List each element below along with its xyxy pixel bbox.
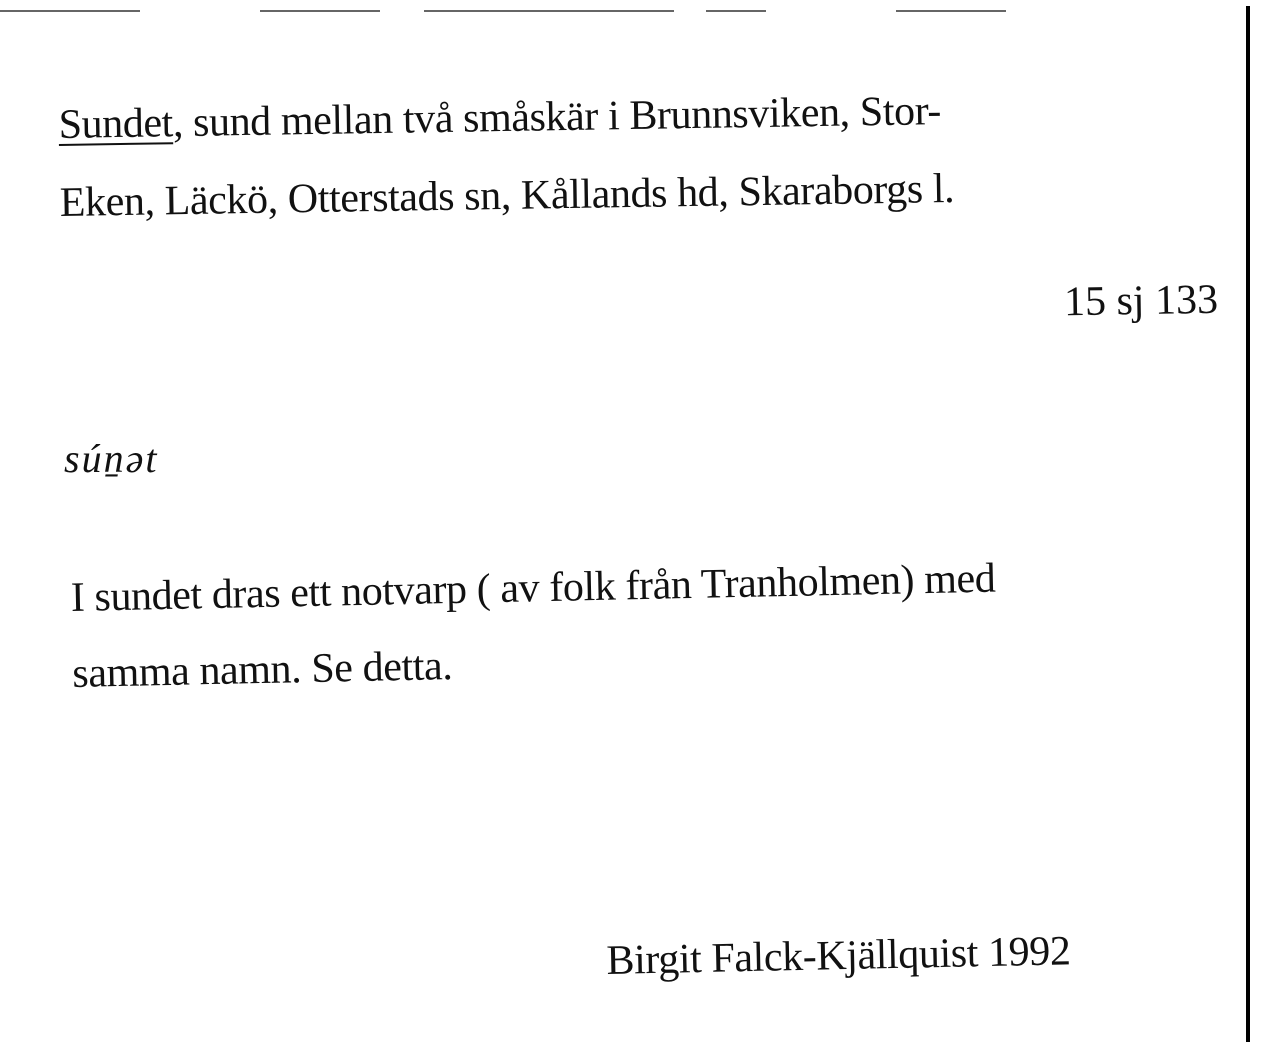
headword-description: , sund mellan två småskär i Brunnsviken, Stor- — [172, 88, 942, 147]
headword: Sundet — [58, 100, 174, 148]
pronunciation: súṉət — [64, 436, 159, 481]
entry-note — [70, 537, 1193, 712]
scan-edge-top-mark — [896, 10, 1006, 12]
author-signature: Birgit Falck-Kjällquist 1992 — [606, 928, 1071, 984]
scan-edge-top-mark — [706, 10, 766, 12]
entry-note-line-2: samma namn. Se detta. — [71, 643, 453, 697]
entry-heading-line-2: Eken, Läckö, Otterstads sn, Kållands hd, Skaraborgs l. — [59, 165, 955, 226]
scan-edge-top-mark — [260, 10, 380, 12]
entry-heading — [58, 68, 1190, 242]
reference-code: 15 sj 133 — [1063, 276, 1219, 326]
scan-edge-top-mark — [0, 10, 140, 12]
entry-note-line-1: I sundet dras ett notvarp ( av folk från Tranholmen) med — [70, 555, 996, 621]
card-right-edge — [1246, 6, 1250, 1042]
scan-edge-top-mark — [424, 10, 674, 12]
